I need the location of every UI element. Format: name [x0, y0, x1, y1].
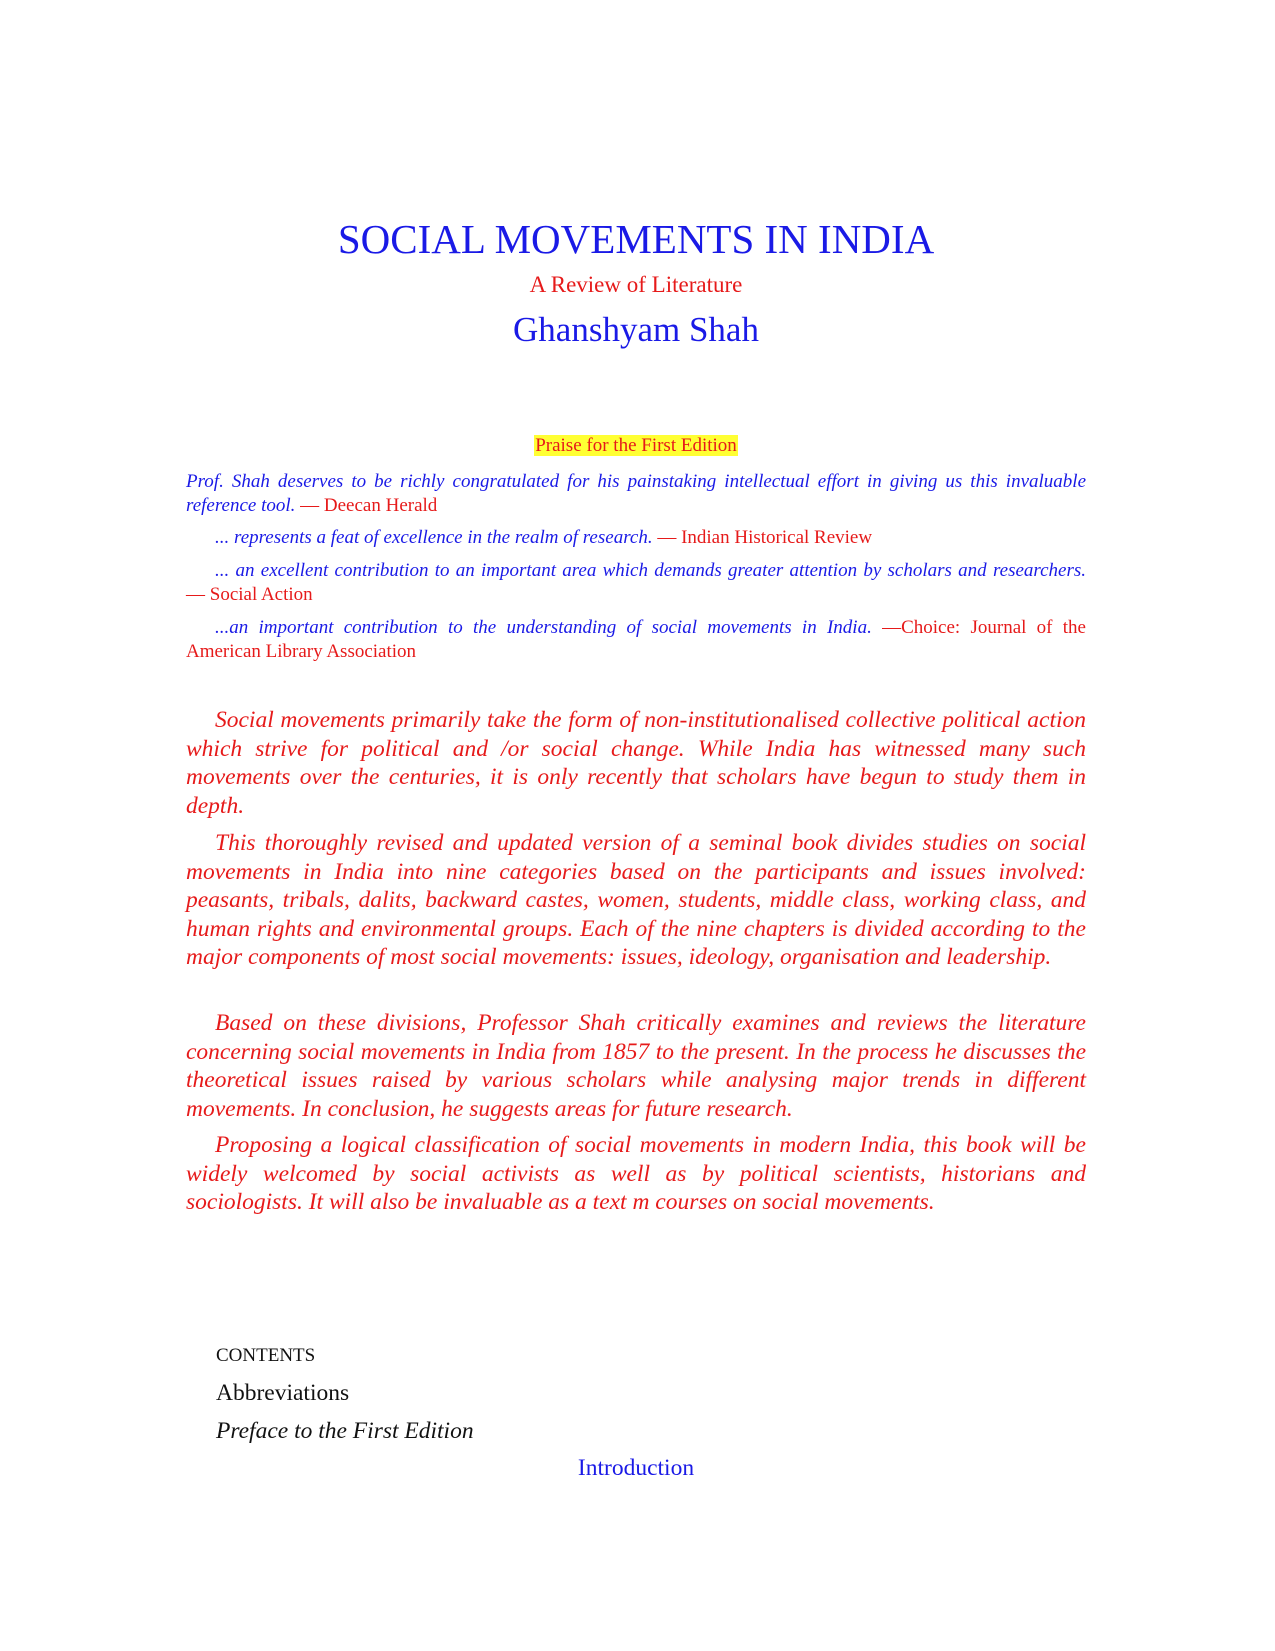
- praise-heading-line: [186, 433, 1086, 459]
- blurb-paragraph: Based on these divisions, Professor Shah critically examines and reviews the literature concerning social movements in India from 1857 to the present. In the process he discusses the theoretical issues raised by various scholars while analysing major trends in different movements. In conclusion, he suggests areas for future research.: [186, 1010, 1086, 1122]
- quote-source: — Social Action: [186, 584, 313, 605]
- praise-quote: [186, 470, 1086, 518]
- contents-item-introduction[interactable]: Introduction: [577, 1455, 695, 1481]
- praise-quote: [186, 616, 1086, 664]
- quote-source: — Indian Historical Review: [657, 527, 873, 548]
- quote-text: ... an excellent contribution to an important area which demands greater attention by scholars and researchers.: [215, 560, 1086, 581]
- book-title: SOCIAL MOVEMENTS IN INDIA: [337, 216, 935, 262]
- quote-text: ... represents a feat of excellence in the realm of research.: [215, 527, 653, 548]
- contents-heading: CONTENTS: [216, 1345, 316, 1366]
- book-author: Ghanshyam Shah: [513, 310, 759, 349]
- blurb-paragraph: Proposing a logical classification of social movements in modern India, this book will be widely welcomed by social activists as well as by political scientists, historians and sociologists. It will also be invaluable as a text m courses on social movements.: [186, 1132, 1086, 1216]
- praise-quote: [186, 526, 1086, 550]
- quote-source: —Choice: Journal of the American Library Association: [186, 617, 1086, 662]
- praise-heading: Praise for the First Edition: [535, 435, 737, 456]
- blurb-paragraph: This thoroughly revised and updated version of a seminal book divides studies on social movements in India into nine categories based on the participants and issues involved: peasants, tribals, dalits, backward castes, women, students, middle class, working class, and human rights and environmental groups. Each of the nine chapters is divided according to the major components of most social movements: issues, ideology, organisation and leadership.: [186, 830, 1086, 971]
- quote-text: Prof. Shah deserves to be richly congratulated for his painstaking intellectual effort in giving us this invaluable reference tool.: [186, 471, 1086, 516]
- praise-quote: [186, 559, 1086, 607]
- quote-source: — Deecan Herald: [300, 495, 438, 516]
- book-subtitle: A Review of Literature: [529, 272, 743, 297]
- contents-item-preface[interactable]: Preface to the First Edition: [216, 1418, 474, 1444]
- blurb-paragraph: Social movements primarily take the form of non-institutionalised collective political action which strive for political and /or social change. While India has witnessed many such movements over the centuries, it is only recently that scholars have begun to study them in depth.: [186, 707, 1086, 819]
- contents-item-abbreviations[interactable]: Abbreviations: [216, 1380, 350, 1406]
- quote-text: ...an important contribution to the understanding of social movements in India.: [215, 617, 872, 638]
